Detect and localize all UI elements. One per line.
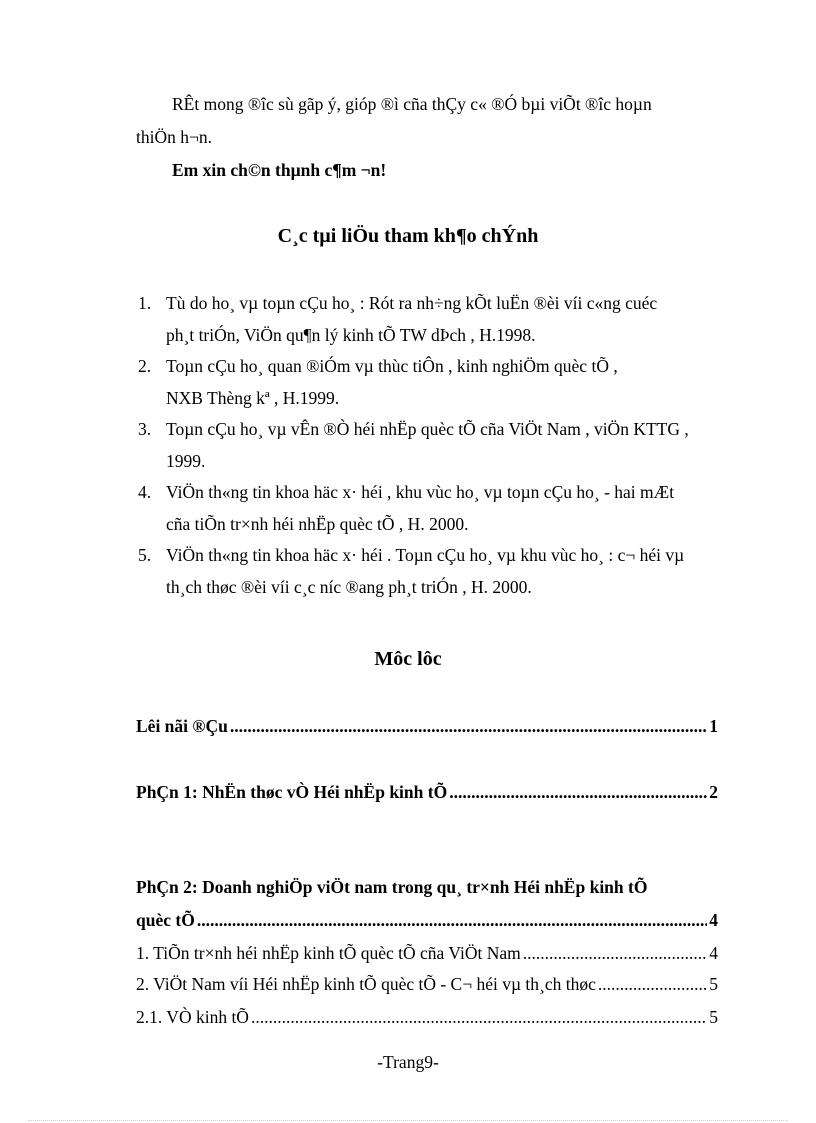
reference-number: 1. bbox=[138, 293, 152, 313]
reference-item bbox=[136, 540, 746, 603]
reference-line: cña tiÕn tr×nh héi nhËp quèc tÕ , H. 2000. bbox=[166, 513, 469, 534]
toc-entry-label: Lêi nãi ®Çu bbox=[136, 716, 228, 736]
page-bottom-divider bbox=[28, 1120, 788, 1121]
reference-item bbox=[136, 414, 746, 477]
reference-line: th¸ch thøc ®èi víi c¸c níc ®ang ph¸t triÓn , H. 2000. bbox=[166, 576, 532, 597]
reference-line: Toµn cÇu ho¸ vµ vÊn ®Ò héi nhËp quèc tÕ cña ViÖt Nam , viÖn KTTG , bbox=[166, 419, 689, 439]
references-heading: C¸c tµi liÖu tham kh¶o chÝnh bbox=[277, 225, 539, 247]
reference-number: 4. bbox=[138, 482, 152, 502]
closing-line-2: thiÖn h¬n. bbox=[136, 127, 212, 147]
closing-line-1: RÊt mong ®îc sù gãp ý, gióp ®ì cña thÇy c« ®Ó bµi viÕt ®îc hoµn bbox=[172, 94, 652, 114]
toc-leader-dots bbox=[523, 943, 708, 964]
toc-entry bbox=[136, 1007, 718, 1028]
reference-item bbox=[136, 477, 746, 540]
toc-entry bbox=[136, 782, 718, 803]
toc-entry bbox=[136, 716, 718, 737]
toc-entry-label: 2. ViÖt Nam víi Héi nhËp kinh tÕ quèc tÕ - C¬ héi vµ th¸ch thøc bbox=[136, 974, 596, 994]
toc-entry-page: 2 bbox=[709, 782, 718, 802]
toc-leader-dots bbox=[230, 716, 707, 737]
toc-entry-label: PhÇn 2: Doanh nghiÖp viÖt nam trong qu¸ tr×nh Héi nhËp kinh tÕ bbox=[136, 877, 648, 897]
reference-item bbox=[136, 288, 746, 351]
reference-line: 1999. bbox=[166, 450, 206, 471]
reference-line: ViÖn th«ng tin khoa häc x· héi . Toµn cÇu ho¸ vµ khu vùc ho¸ : c¬ héi vµ bbox=[166, 545, 685, 565]
toc-leader-dots bbox=[197, 910, 707, 931]
references-list bbox=[136, 288, 746, 603]
toc-entry-label: 2.1. VÒ kinh tÕ bbox=[136, 1007, 249, 1027]
toc-leader-dots bbox=[449, 782, 707, 803]
reference-line: ph¸t triÓn, ViÖn qu¶n lý kinh tÕ TW dÞch , H.1998. bbox=[166, 324, 536, 345]
toc-entry-page: 5 bbox=[709, 1007, 718, 1027]
reference-line: NXB Thèng kª , H.1999. bbox=[166, 387, 340, 408]
toc-leader-dots bbox=[251, 1007, 707, 1028]
thanks-line: Em xin ch©n thµnh c¶m ¬n! bbox=[172, 160, 387, 180]
toc-entry bbox=[136, 974, 718, 995]
page-number-footer: -Trang9- bbox=[377, 1052, 439, 1072]
reference-number: 5. bbox=[138, 545, 152, 565]
toc-entry-page: 4 bbox=[709, 910, 718, 930]
toc-entry bbox=[136, 943, 718, 964]
reference-line: Tù do ho¸ vµ toµn cÇu ho¸ : Rót ra nh÷ng kÕt luËn ®èi víi c«ng cuéc bbox=[166, 293, 658, 313]
toc-entry-page: 5 bbox=[709, 974, 718, 994]
reference-number: 3. bbox=[138, 419, 152, 439]
toc-entry-label: quèc tÕ bbox=[136, 910, 195, 930]
reference-line: ViÖn th«ng tin khoa häc x· héi , khu vùc ho¸ vµ toµn cÇu ho¸ - hai mÆt bbox=[166, 482, 675, 502]
toc-heading: Môc lôc bbox=[374, 648, 442, 670]
toc-entry-label: PhÇn 1: NhËn thøc vÒ Héi nhËp kinh tÕ bbox=[136, 782, 448, 802]
toc-leader-dots bbox=[598, 974, 707, 995]
reference-line: Toµn cÇu ho¸ quan ®iÓm vµ thùc tiÔn , kinh nghiÖm quèc tÕ , bbox=[166, 356, 618, 376]
toc-entry-page: 4 bbox=[709, 943, 718, 963]
reference-item bbox=[136, 351, 746, 414]
reference-number: 2. bbox=[138, 356, 152, 376]
toc-entry bbox=[136, 910, 718, 931]
toc-entry-label: 1. TiÕn tr×nh héi nhËp kinh tÕ quèc tÕ cña ViÖt Nam bbox=[136, 943, 521, 963]
toc-entry-page: 1 bbox=[709, 716, 718, 736]
